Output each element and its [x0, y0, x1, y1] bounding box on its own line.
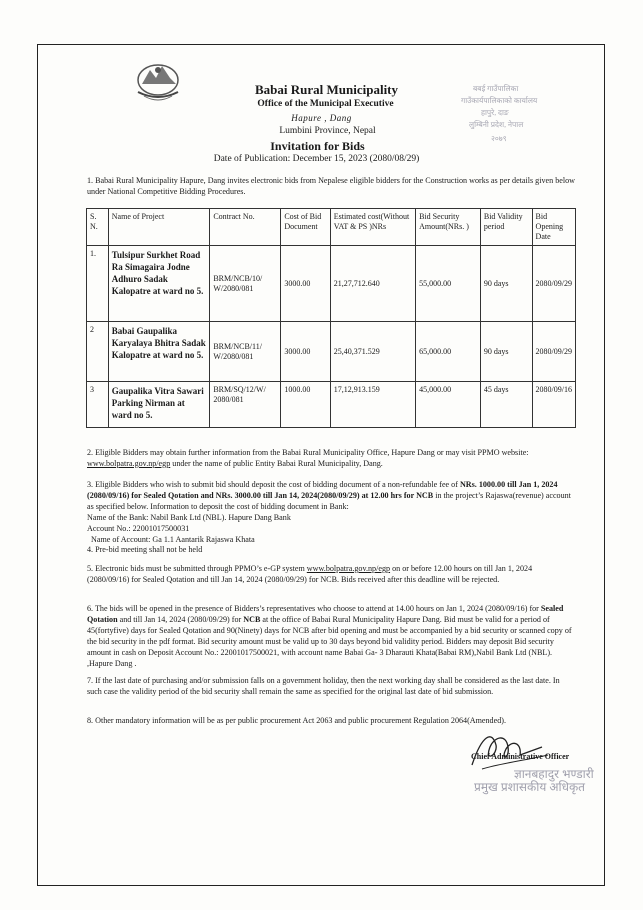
header-contract: Contract No.: [210, 209, 281, 246]
para6-text: and till Jan 14, 2024 (2080/09/29) for: [117, 614, 244, 624]
cell-validity: 90 days: [480, 246, 532, 322]
para2-text: 2. Eligible Bidders may obtain further information from the Babai Rural Municipality Office, Hapure Dang or may visit PPMO website:: [87, 448, 529, 457]
cell-sn: 3: [87, 382, 109, 428]
office-name: Office of the Municipal Executive: [257, 99, 394, 109]
para6-text: at the office of Babai Rural Municipality Hapure Dang. Bid must be valid for a period of 45(fortyfive) days for Sealed Qotation and 90(Ninety) days for NCB after bid opening and must be accompanied by a bid security or scanned copy of the bid security in the pdf format. Bid security amount must be valid up to 30 days beyond bid validity period. Bidders may deposit Bid security amount in cash on Deposit Account No.: 22001017500021, with account name Babai Ga- 3 Dharauti Khata(Babai RM),Nabil Bank Ltd (NBL). ,Hapure Dang .: [87, 614, 572, 668]
para2-text: under the name of public Entity Babai Rural Municipality, Dang.: [170, 458, 383, 468]
para6-bold: Sealed Qotation: [87, 604, 564, 624]
publication-date: Date of Publication: December 15, 2023 (2080/08/29): [213, 154, 420, 164]
chief-administrative-officer: Chief Administrative Officer: [471, 752, 570, 761]
cell-sn: 2: [87, 322, 109, 382]
ppmo-website-link[interactable]: www.bolpatra.gov.np/egp: [87, 458, 171, 468]
para3-text: in the project’s Rajaswa(revenue) account as specified below. Information to deposit the cost of bidding document in Bank:: [87, 490, 571, 511]
stamp-line: २०७९: [491, 134, 507, 143]
invitation-heading: Invitation for Bids: [270, 139, 365, 153]
header-cost: Cost of Bid Document: [281, 209, 330, 246]
table-row: [87, 322, 576, 382]
cell-security: 45,000.00: [416, 382, 481, 428]
handwritten-place: Hapure , Dang: [291, 113, 352, 123]
cell-estimated: 21,27,712.640: [330, 246, 415, 322]
header-opening: Bid Opening Date: [532, 209, 575, 246]
officer-stamp-line: प्रमुख प्रशासकीय अधिकृत: [474, 780, 586, 794]
header-security: Bid Security Amount(NRs. ): [416, 209, 481, 246]
province-line: Lumbini Province, Nepal: [279, 126, 376, 136]
header-validity: Bid Validity period: [480, 209, 532, 246]
cell-cost: 3000.00: [281, 322, 330, 382]
para3-fee-text: NRs. 1000.00 till Jan 1, 2024 (2080/09/16) for Sealed Qotation and NRs. 3000.00 till Jan 14, 2024(2080/09/29) at 12.00 hrs for NCB: [87, 480, 558, 500]
table-row: [87, 246, 576, 322]
cell-estimated: 17,12,913.159: [330, 382, 415, 428]
account-number: Account No.: 22001017500031: [87, 523, 190, 533]
cell-name: Babai Gaupalika Karyalaya Bhitra Sadak Kalopatre at ward no 5.: [108, 322, 210, 382]
cell-cost: 3000.00: [281, 246, 330, 322]
stamp-line: बबई गाउँपालिका: [473, 84, 519, 93]
bids-table: [86, 208, 576, 428]
cell-security: 55,000.00: [416, 246, 481, 322]
paragraph-3: [87, 480, 575, 556]
municipality-title: Babai Rural Municipality: [254, 82, 399, 97]
municipality-stamp: [455, 72, 547, 164]
para6-bold: NCB: [243, 614, 261, 624]
cell-opening: 2080/09/29: [532, 246, 575, 322]
paragraph-2: [87, 448, 575, 470]
officer-stamp-line: ज्ञानबहादुर भण्डारी: [514, 767, 594, 781]
paragraph-5: [87, 564, 575, 586]
cell-name: Tulsipur Surkhet Road Ra Simagaira Jodne Adhuro Sadak Kalopatre at ward no 5.: [108, 246, 210, 322]
cell-sn: 1.: [87, 246, 109, 322]
para5-text: on or before 12.00 hours on till Jan 1, 2024 (2080/09/16) for Sealed Qotation and till Jan 14, 2024 (2080/09/29) for NCB. Bids received after this deadline will be rejected.: [87, 564, 533, 584]
officer-stamp: [474, 768, 594, 794]
table-row: [87, 382, 576, 428]
table-header-row: [87, 209, 576, 246]
account-name: Name of Account: Ga 1.1 Aantarik Rajaswa Khata: [87, 534, 255, 544]
cell-cost: 1000.00: [281, 382, 330, 428]
para5-text: 5. Electronic bids must be submitted through PPMO’s e-GP system: [87, 564, 307, 573]
cell-validity: 90 days: [480, 322, 532, 382]
cell-opening: 2080/09/29: [532, 322, 575, 382]
para6-text: 6. The bids will be opened in the presence of Bidders’s representatives who choose to attend at 14.00 hours on Jan 1, 2024 (2080/09/16) for: [87, 604, 541, 613]
cell-contract: BRM/NCB/10/ W/2080/081: [210, 246, 281, 322]
paragraph-1: 1. Babai Rural Municipality Hapure, Dang invites electronic bids from Nepalese eligible bidders for the Construction works as per details given below under National Competitive Bidding Procedures.: [87, 176, 575, 196]
cell-estimated: 25,40,371.529: [330, 322, 415, 382]
cell-contract: BRM/NCB/11/ W/2080/081: [210, 322, 281, 382]
cell-validity: 45 days: [480, 382, 532, 428]
prebid-note: 4. Pre-bid meeting shall not be held: [87, 545, 203, 555]
stamp-line: हापुरे, दाङ: [481, 108, 509, 117]
stamp-line: गाउँकार्यपालिकाको कार्यालय: [461, 96, 538, 105]
cell-contract: BRM/SQ/12/W/ 2080/081: [210, 382, 281, 428]
para3-text: 3. Eligible Bidders who wish to submit bid should deposit the cost of bidding document of a non-refundable fee of: [87, 480, 460, 489]
cell-security: 65,000.00: [416, 322, 481, 382]
header-name: Name of Project: [108, 209, 210, 246]
cell-name: Gaupalika Vitra Sawari Parking Nirman at ward no 5.: [108, 382, 210, 428]
paragraph-6: [87, 604, 575, 669]
header-estimated: Estimated cost(Without VAT & PS )NRs: [330, 209, 415, 246]
bank-name: Name of the Bank: Nabil Bank Ltd (NBL). Hapure Dang Bank: [87, 512, 291, 522]
cell-opening: 2080/09/16: [532, 382, 575, 428]
stamp-line: लुम्बिनी प्रदेश, नेपाल: [469, 120, 524, 129]
paragraph-8: 8. Other mandatory information will be as per public procurement Act 2063 and public procurement Regulation 2064(Amended).: [87, 716, 506, 725]
egp-system-link[interactable]: www.bolpatra.gov.np/egp: [306, 564, 391, 573]
paragraph-7: 7. If the last date of purchasing and/or submission falls on a government holiday, then the next working day shall be considered as the last date. In such case the validity period of the bid security shall remain the same as specified for the original last date of bid submission.: [87, 676, 560, 696]
header-sn: S. N.: [87, 209, 109, 246]
